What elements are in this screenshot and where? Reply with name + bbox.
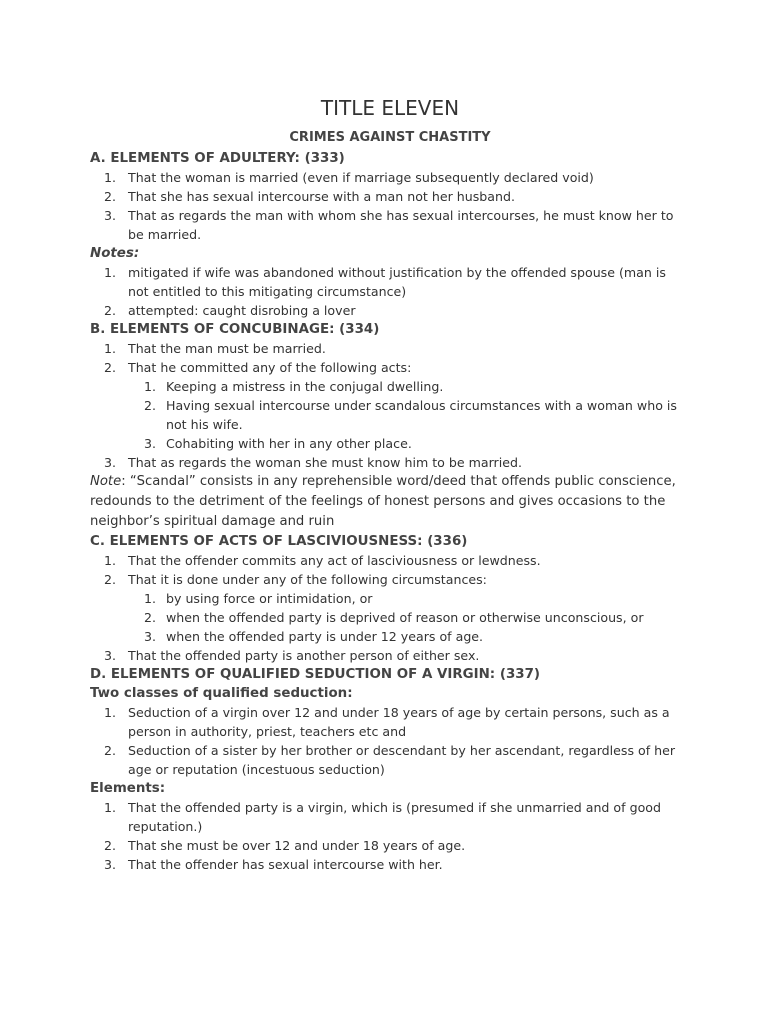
sub-list-item: 2. when the offended party is deprived of reason or otherwise unconscious, or bbox=[144, 610, 644, 625]
section-d-heading: D. ELEMENTS OF QUALIFIED SEDUCTION OF A VIRGIN: (337) bbox=[90, 667, 541, 682]
section-c-list bbox=[90, 551, 690, 665]
list-item: 2. That she has sexual intercourse with a man not her husband. bbox=[104, 189, 515, 204]
notes-label: Notes: bbox=[90, 246, 140, 261]
list-item: 1. That the woman is married (even if marriage subsequently declared void) bbox=[104, 170, 594, 185]
list-item: 3. That the offended party is another person of either sex. bbox=[104, 648, 480, 663]
list-item: 3. That the offender has sexual intercourse with her. bbox=[104, 857, 443, 872]
page-subtitle: CRIMES AGAINST CHASTITY bbox=[289, 130, 491, 145]
list-item: 3. That as regards the woman she must know him to be married. bbox=[104, 455, 522, 470]
document-content bbox=[90, 96, 690, 874]
sub-list-item: 1. Keeping a mistress in the conjugal dwelling. bbox=[144, 379, 444, 394]
list-item: 2. That he committed any of the following acts: bbox=[104, 360, 412, 375]
list-item: 1. Seduction of a virgin over 12 and under 18 years of age by certain persons, such as a person in authority, priest, teachers etc and bbox=[104, 705, 670, 739]
list-item: 1. mitigated if wife was abandoned without justification by the offended spouse (man is not entitled to this mitigating circumstance) bbox=[104, 265, 666, 299]
classes-label: Two classes of qualified seduction: bbox=[90, 686, 353, 701]
sub-list-item: 1. by using force or intimidation, or bbox=[144, 591, 373, 606]
sub-list-item: 3. when the offended party is under 12 years of age. bbox=[144, 629, 484, 644]
section-a-heading: A. ELEMENTS OF ADULTERY: (333) bbox=[90, 151, 345, 166]
section-b-list bbox=[90, 339, 690, 472]
note-label: Note bbox=[90, 474, 122, 489]
notes-list bbox=[90, 263, 690, 320]
classes-list bbox=[90, 703, 690, 779]
list-item: 2. attempted: caught disrobing a lover bbox=[104, 303, 356, 318]
list-item: 2. That it is done under any of the following circumstances: bbox=[104, 572, 487, 587]
elements-label: Elements: bbox=[90, 781, 166, 796]
list-item: 1. That the offender commits any act of lasciviousness or lewdness. bbox=[104, 553, 541, 568]
sub-list-item: 2. Having sexual intercourse under scandalous circumstances with a woman who is not his wife. bbox=[144, 398, 677, 432]
list-item: 1. That the man must be married. bbox=[104, 341, 326, 356]
list-item: 2. That she must be over 12 and under 18 years of age. bbox=[104, 838, 466, 853]
section-c-heading: C. ELEMENTS OF ACTS OF LASCIVIOUSNESS: (336) bbox=[90, 534, 468, 549]
section-a-list bbox=[90, 168, 690, 244]
page-title: TITLE ELEVEN bbox=[320, 96, 460, 120]
elements-list bbox=[90, 798, 690, 874]
list-item: 3. That as regards the man with whom she has sexual intercourses, he must know her to be married. bbox=[104, 208, 674, 242]
list-item: 1. That the offended party is a virgin, which is (presumed if she unmarried and of good reputation.) bbox=[104, 800, 661, 834]
section-b-heading: B. ELEMENTS OF CONCUBINAGE: (334) bbox=[90, 322, 380, 337]
note-text: : “Scandal” consists in any reprehensible word/deed that offends public conscience, redounds to the detriment of the feelings of honest persons and gives occasions to the neighbor’s spiritual damage and ruin bbox=[90, 474, 676, 529]
list-item: 2. Seduction of a sister by her brother or descendant by her ascendant, regardless of her age or reputation (incestuous seduction) bbox=[104, 743, 676, 777]
sub-list-item: 3. Cohabiting with her in any other place. bbox=[144, 436, 412, 451]
scandal-note bbox=[90, 472, 690, 532]
